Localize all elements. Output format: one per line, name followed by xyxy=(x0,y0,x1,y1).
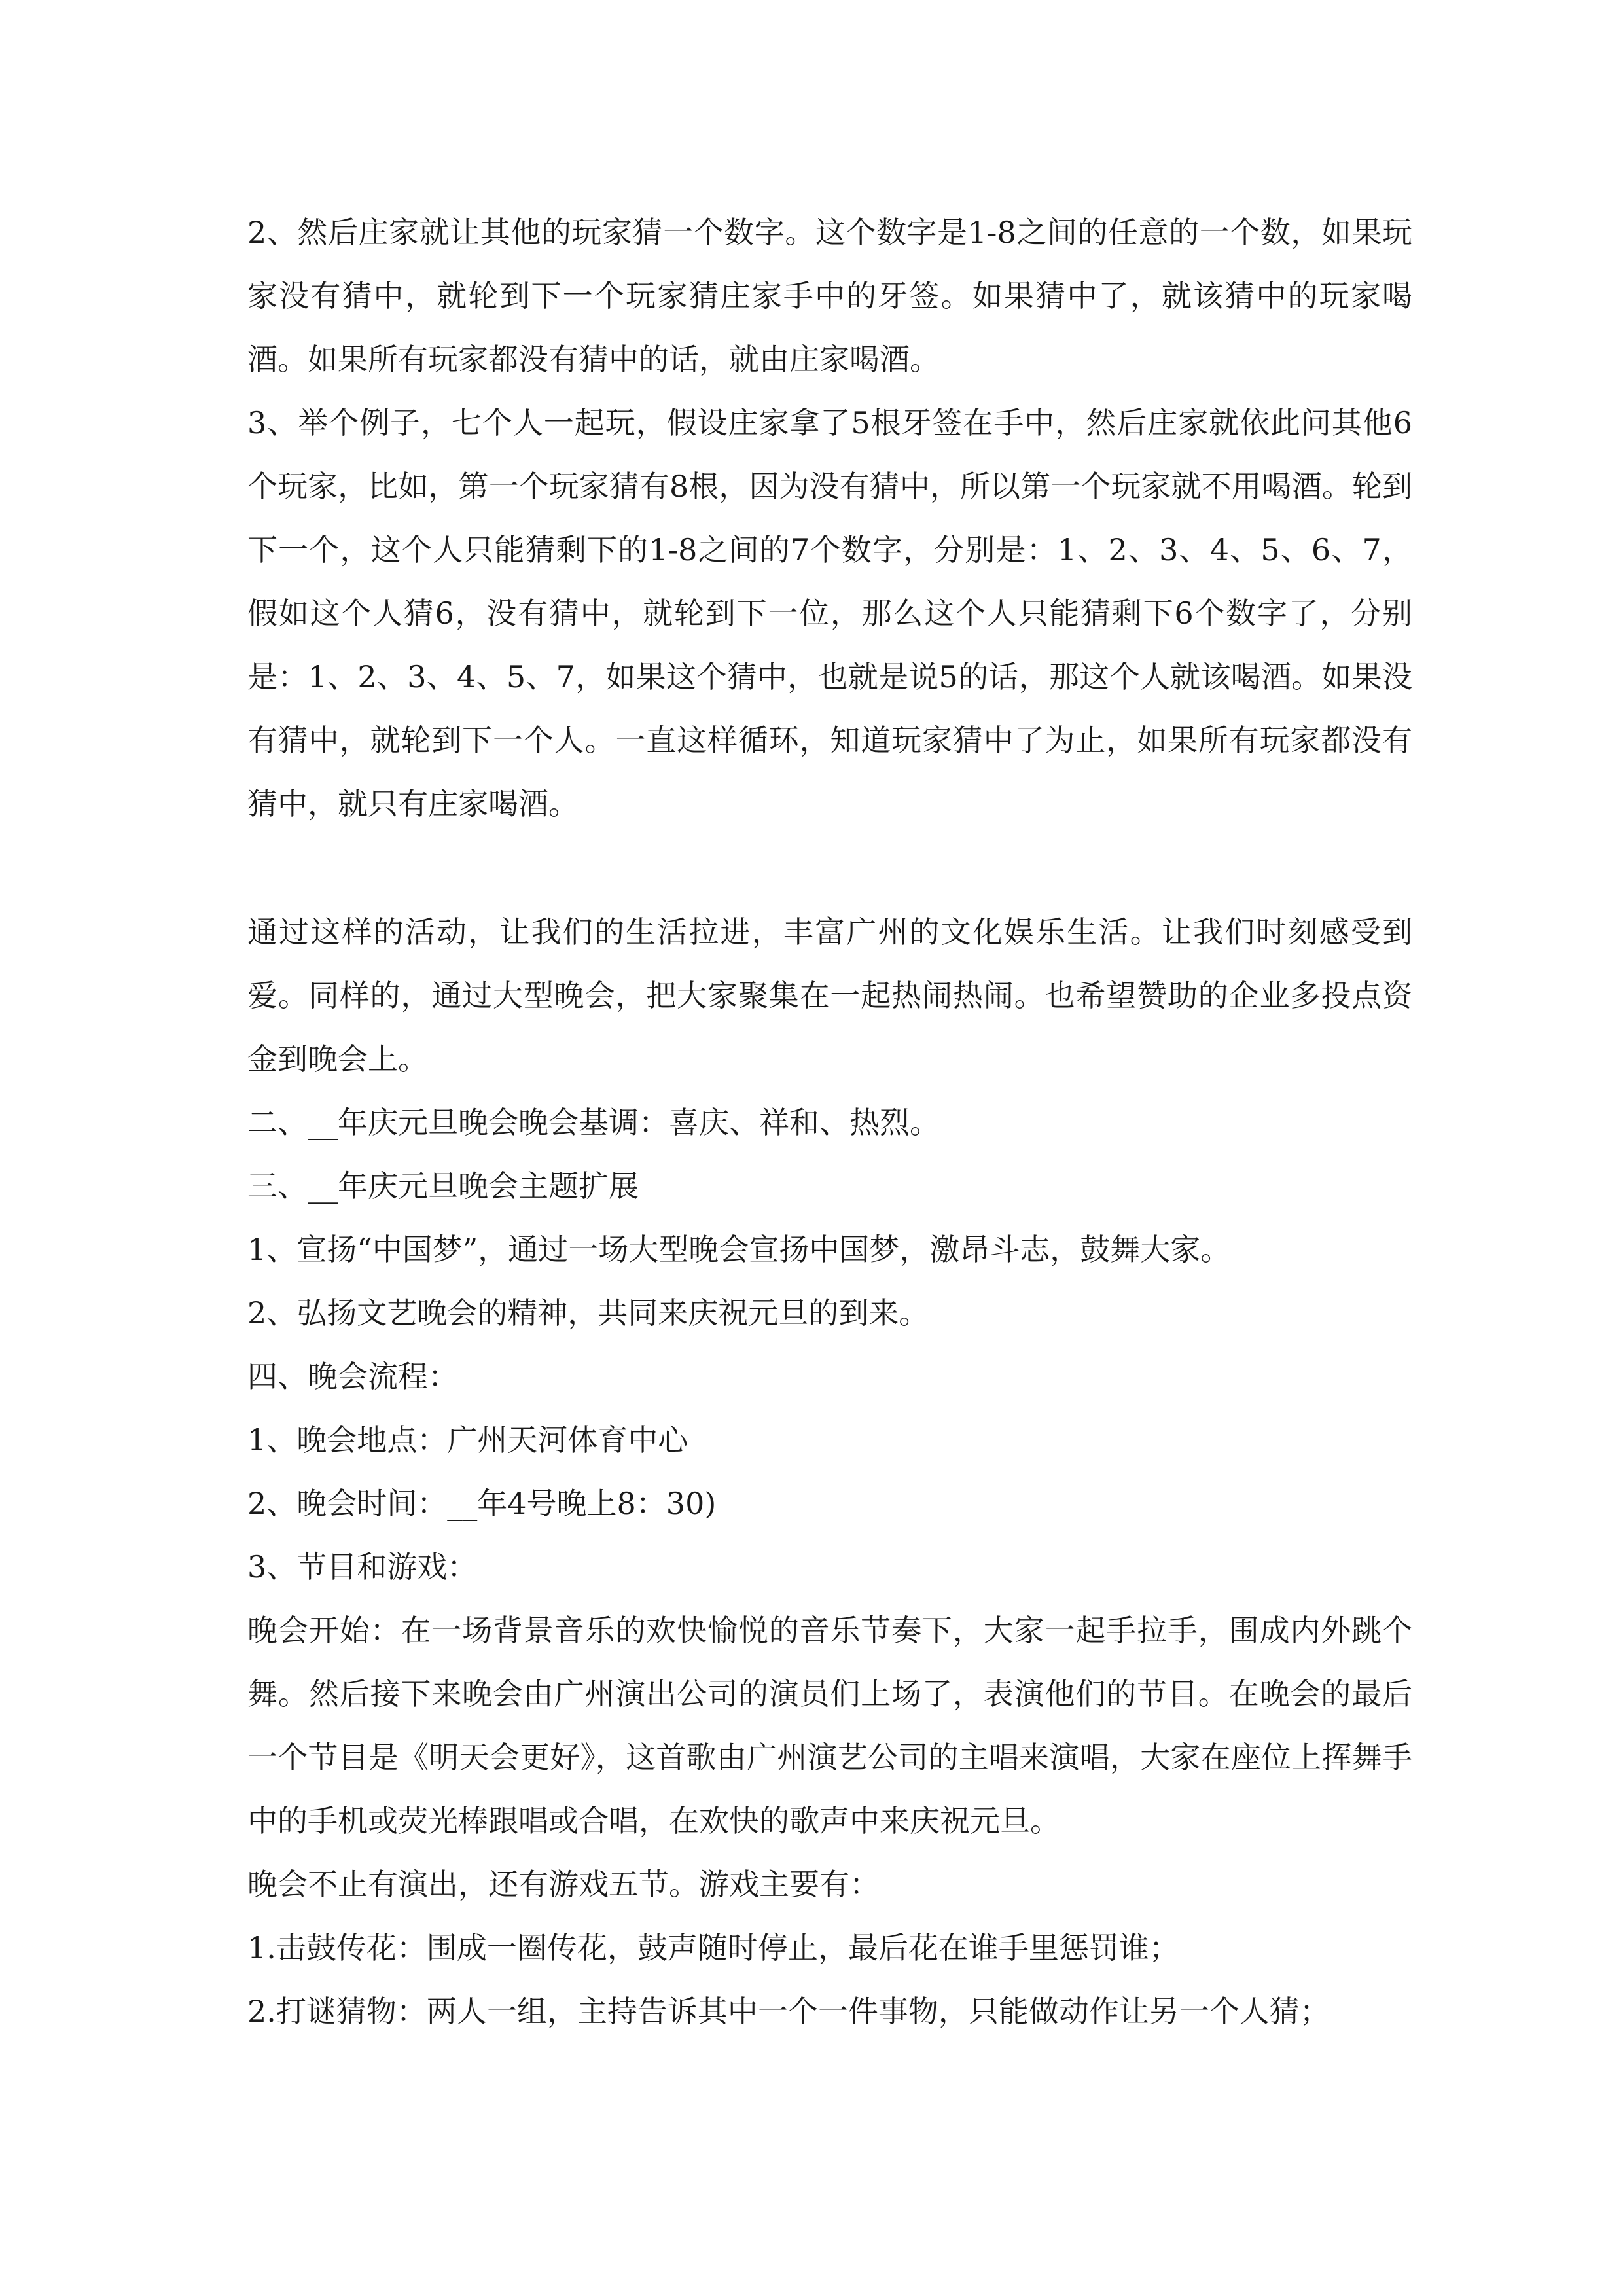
section-2-tone: 二、__年庆元旦晚会晚会基调：喜庆、祥和、热烈。 xyxy=(247,1105,940,1140)
section-4-item-time: 2、晚会时间：__年4号晚上8：30) xyxy=(247,1486,717,1521)
games-intro: 晚会不止有演出，还有游戏五节。游戏主要有： xyxy=(247,1867,880,1902)
plan-section xyxy=(247,901,1412,2043)
rules-section xyxy=(247,201,1412,836)
section-4-item-location: 1、晚会地点：广州天河体育中心 xyxy=(247,1422,688,1458)
game-item-2: 2.打谜猜物：两人一组，主持告诉其中一个一件事物，只能做动作让另一个人猜； xyxy=(247,1994,1330,2029)
section-4-item-program: 3、节目和游戏： xyxy=(247,1549,478,1585)
intro-paragraph: 通过这样的活动，让我们的生活拉进，丰富广州的文化娱乐生活。让我们时刻感受到爱。同样的，通过大型晚会，把大家聚集在一起热闹热闹。也希望赞助的企业多投点资金到晚会上。 xyxy=(247,914,1412,1077)
game-item-1: 1.击鼓传花：围成一圈传花，鼓声随时停止，最后花在谁手里惩罚谁； xyxy=(247,1930,1179,1965)
rule-paragraph-2: 2、然后庄家就让其他的玩家猜一个数字。这个数字是1-8之间的任意的一个数，如果玩家没有猜中，就轮到下一个玩家猜庄家手中的牙签。如果猜中了，就该猜中的玩家喝酒。如果所有玩家都没有猜中的话，就由庄家喝酒。 xyxy=(247,215,1412,377)
program-description: 晚会开始：在一场背景音乐的欢快愉悦的音乐节奏下，大家一起手拉手，围成内外跳个舞。然后接下来晚会由广州演出公司的演员们上场了，表演他们的节目。在晚会的最后一个节目是《明天会更好》，这首歌由广州演艺公司的主唱来演唱，大家在座位上挥舞手中的手机或荧光棒跟唱或合唱，在欢快的歌声中来庆祝元旦。 xyxy=(247,1613,1412,1839)
section-3-item-2: 2、弘扬文艺晚会的精神，共同来庆祝元旦的到来。 xyxy=(247,1295,929,1331)
section-3-heading: 三、__年庆元旦晚会主题扩展 xyxy=(247,1168,639,1204)
section-3-item-1: 1、宣扬“中国梦”，通过一场大型晚会宣扬中国梦，激昂斗志，鼓舞大家。 xyxy=(247,1232,1231,1267)
rule-paragraph-3: 3、举个例子，七个人一起玩，假设庄家拿了5根牙签在手中，然后庄家就依此问其他6个玩家，比如，第一个玩家猜有8根，因为没有猜中，所以第一个玩家就不用喝酒。轮到下一个，这个人只能猜剩下的1-8之间的7个数字，分别是：1、2、3、4、5、6、7，假如这个人猜6，没有猜中，就轮到下一位，那么这个人只能猜剩下6个数字了，分别是：1、2、3、4、5、7，如果这个猜中，也就是说5的话，那这个人就该喝酒。如果没有猜中，就轮到下一个人。一直这样循环，知道玩家猜中了为止，如果所有玩家都没有猜中，就只有庄家喝酒。 xyxy=(247,405,1412,821)
section-4-heading: 四、晚会流程： xyxy=(247,1359,458,1394)
